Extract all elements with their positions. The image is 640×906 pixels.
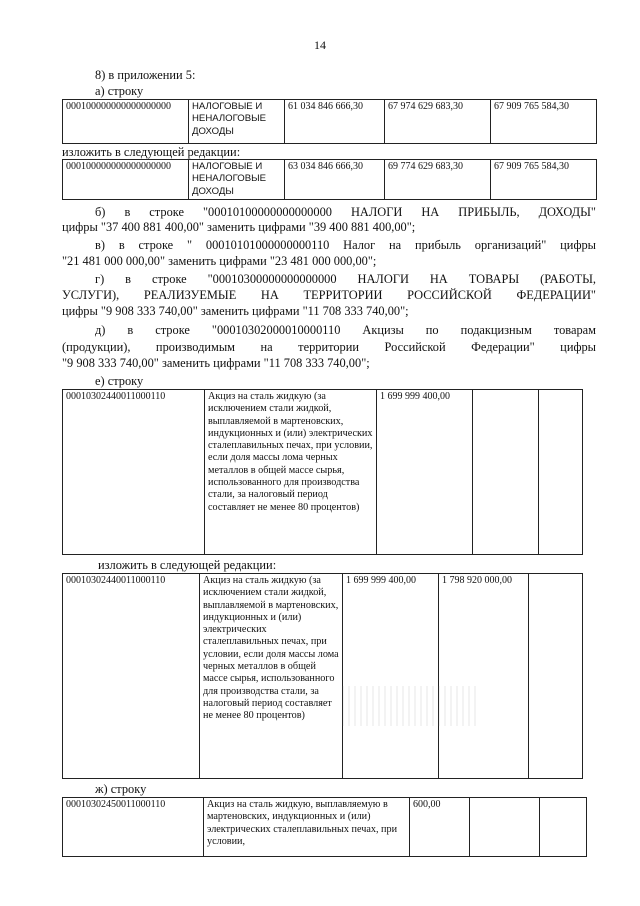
cell-value-2: 69 774 629 683,30 (385, 160, 491, 200)
cell-value-1: 61 034 846 666,30 (285, 100, 385, 144)
cell-description: Акциз на сталь жидкую (за исключением стали жидкой, выплавляемой в мартеновских, индукционных и (или) электрических сталеплавильных печах, при условии, если доля массы лома черных металлов в общей массе сырья, использованного для производства стали, за налоговый период составляет не менее 80 процентов) (205, 390, 377, 555)
cell-code: 00010302440011000110 (63, 390, 205, 555)
page-number: 14 (314, 38, 326, 52)
item-g-line-2: УСЛУГИ), РЕАЛИЗУЕМЫЕ НА ТЕРРИТОРИИ РОССИЙСКОЙ ФЕДЕРАЦИИ" (62, 288, 596, 302)
item-v-line-1: в) в строке " 00010101000000000110 Налог на прибыль организаций" цифры (95, 238, 596, 252)
scan-artifact (342, 686, 480, 726)
cell-value-2: 67 974 629 683,30 (385, 100, 491, 144)
table-row-zh-original (62, 797, 587, 857)
item-d-line-1: д) в строке "00010302000010000110 Акцизы по подакцизным товарам (95, 323, 596, 337)
item-a-label: а) строку (95, 84, 144, 98)
table-row-e-new (62, 573, 583, 779)
item-g-line-1: г) в строке "00010300000000000000 НАЛОГИ НА ТОВАРЫ (РАБОТЫ, (95, 272, 596, 286)
cell-value-2 (470, 798, 540, 857)
cell-value-3: 67 909 765 584,30 (491, 100, 597, 144)
cell-code: 000100000000000000000 (63, 160, 189, 200)
cell-value-3 (540, 798, 587, 857)
cell-name: НАЛОГОВЫЕ И НЕНАЛОГОВЫЕ ДОХОДЫ (189, 160, 285, 200)
table-row-a-original (62, 99, 597, 144)
cell-value-3 (539, 390, 583, 555)
cell-value-1: 63 034 846 666,30 (285, 160, 385, 200)
replace-label-a: изложить в следующей редакции: (62, 145, 241, 159)
cell-value-1: 1 699 999 400,00 (343, 574, 439, 779)
replace-label-e: изложить в следующей редакции: (98, 558, 277, 572)
cell-value-1: 1 699 999 400,00 (377, 390, 473, 555)
cell-code: 000100000000000000000 (63, 100, 189, 144)
table-row-a-new (62, 159, 597, 200)
item-g-line-3: цифры "9 908 333 740,00" заменить цифрами "11 708 333 740,00"; (62, 304, 409, 318)
cell-value-2: 1 798 920 000,00 (439, 574, 529, 779)
cell-value-1: 600,00 (410, 798, 470, 857)
cell-description: Акциз на сталь жидкую (за исключением стали жидкой, выплавляемой в мартеновских, индукционных и (или) электрических сталеплавильных печах, при условии, если доля массы лома черных металлов в общей массе сырья, использованного для производства стали, за налоговый период составляет не менее 80 процентов) (200, 574, 343, 779)
cell-code: 00010302440011000110 (63, 574, 200, 779)
item-v-line-2: "21 481 000 000,00" заменить цифрами "23 481 000 000,00"; (62, 254, 377, 268)
item-d-line-3: "9 908 333 740,00" заменить цифрами "11 708 333 740,00"; (62, 356, 370, 370)
cell-value-3 (529, 574, 583, 779)
item-8-heading: 8) в приложении 5: (95, 68, 196, 82)
cell-value-3: 67 909 765 584,30 (491, 160, 597, 200)
item-b-line-1: б) в строке "00010100000000000000 НАЛОГИ НА ПРИБЫЛЬ, ДОХОДЫ" (95, 205, 596, 219)
item-d-line-2: (продукции), производимым на территории Российской Федерации" цифры (62, 340, 596, 354)
item-zh-label: ж) строку (95, 782, 147, 796)
cell-name: НАЛОГОВЫЕ И НЕНАЛОГОВЫЕ ДОХОДЫ (189, 100, 285, 144)
cell-description: Акциз на сталь жидкую, выплавляемую в мартеновских, индукционных и (или) электрических сталеплавильных печах, при условии, (204, 798, 410, 857)
item-e-label: е) строку (95, 374, 144, 388)
item-b-line-2: цифры "37 400 881 400,00" заменить цифрами "39 400 881 400,00"; (62, 220, 416, 234)
cell-value-2 (473, 390, 539, 555)
cell-code: 00010302450011000110 (63, 798, 204, 857)
table-row-e-original (62, 389, 583, 555)
